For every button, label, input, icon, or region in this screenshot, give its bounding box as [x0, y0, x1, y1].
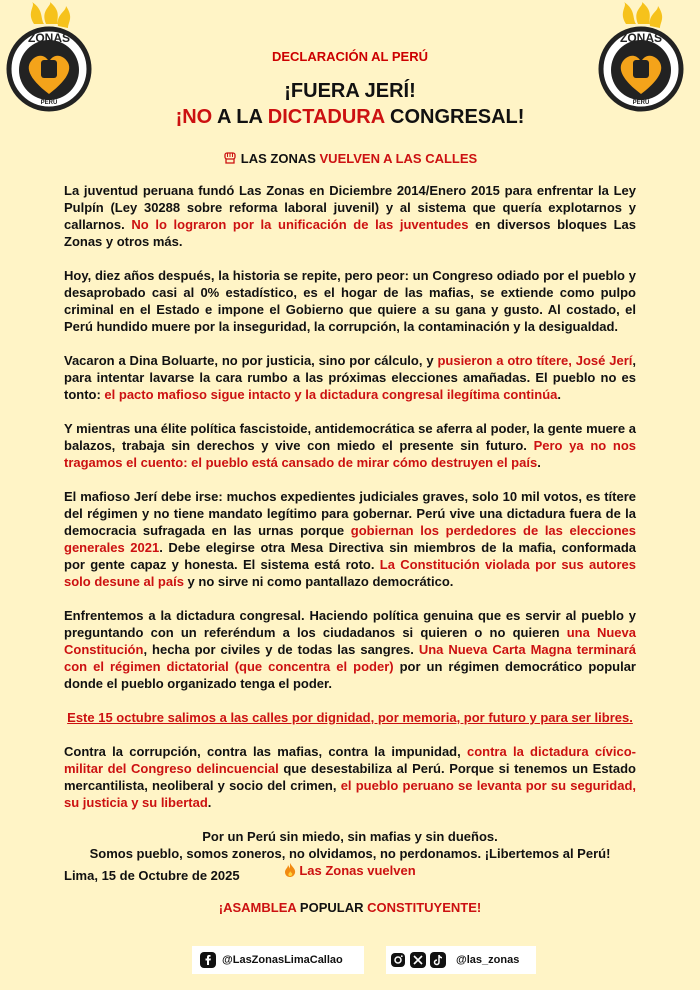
facebook-icon [200, 952, 216, 968]
tiktok-icon [430, 952, 446, 968]
svg-text:ZONAS: ZONAS [28, 31, 70, 45]
paragraph-3: Vacaron a Dina Boluarte, no por justicia, sino por cálculo, y pusieron a otro títere, José Jerí, para intentar lavarse la cara rumbo a las próximas elecciones amañadas. El pueblo no es tonto: el pacto mafioso sigue intacto y la dictadura congresal ilegítima continúa. [64, 353, 636, 402]
title-line-2: ¡NO A LA DICTADURA CONGRESAL! [175, 106, 525, 128]
facebook-handle[interactable]: @LasZonasLimaCallao [192, 946, 364, 974]
subtitle: LAS ZONAS VUELVEN A LAS CALLES [0, 151, 700, 166]
svg-text:PERÚ: PERÚ [632, 100, 650, 106]
svg-text:ZONAS: ZONAS [620, 31, 662, 45]
paragraph-6: Enfrentemos a la dictadura congresal. Haciendo política genuina que es servir al pueblo y preguntando con un referéndum a los ciudadanos si quieren o no quieren una Nueva Constitución, hecha por civiles y de todas las sangres. Una Nueva Carta Magna terminará con el régimen dictatorial (que concentra el poder) por un régimen democrático popular donde el pueblo organizado tenga el poder. [64, 608, 636, 691]
social-handle[interactable]: @las_zonas [386, 946, 536, 974]
svg-text:PERÚ: PERÚ [40, 100, 58, 106]
paragraph-call-to-action: Este 15 octubre salimos a las calles por dignidad, por memoria, por futuro y para ser libres. [67, 710, 633, 725]
closing-line-3: Las Zonas vuelven [64, 862, 636, 879]
instagram-icon [390, 952, 406, 968]
paragraph-2: Hoy, diez años después, la historia se repite, pero peor: un Congreso odiado por el pueblo y desaprobado casi al 0% estadístico, es el hogar de las mafias, se extiende como pulpo criminal en el Estado e impone el Gobierno que quiere a su gana y gusto. Al costado, el Perú hundido muere por la inseguridad, la corrupción, la contaminación y la desigualdad. [64, 268, 636, 334]
footer [0, 946, 700, 974]
assembly-slogan: ¡ASAMBLEA POPULAR CONSTITUYENTE! [218, 900, 482, 915]
paragraph-8: Contra la corrupción, contra las mafias, contra la impunidad, contra la dictadura cívico-militar del Congreso delincuencial que desestabiliza al Perú. Porque si tenemos un Estado mercantilista, neoliberal y socio del crimen, el pueblo peruano se levanta por su seguridad, su justicia y su libertad. [64, 744, 636, 810]
declaration-body [64, 182, 636, 897]
x-icon [410, 952, 426, 968]
closing-line-2: Somos pueblo, somos zoneros, no olvidamos, no perdonamos. ¡Libertemos al Perú! [89, 846, 611, 861]
paragraph-5: El mafioso Jerí debe irse: muchos expedientes judiciales graves, solo 10 mil votos, es títere del régimen y no tiene mandato legítimo para gobernar. Perú vive una dictadura fuera de la democracia sufragada en las urnas porque gobiernan los perdedores de las elecciones generales 2021. Debe elegirse otra Mesa Directiva sin miembros de la mafia, conformada por gente capaz y honesta. El sistema está roto. La Constitución violada por sus autores solo desune al país y no sirve ni como pantallazo democrático. [64, 489, 637, 589]
closing-line-1: Por un Perú sin miedo, sin mafias y sin dueños. [202, 829, 498, 844]
title-line-1: ¡FUERA JERÍ! [284, 80, 416, 102]
raised-fist-icon [223, 151, 237, 165]
date: Lima, 15 de Octubre de 2025 [64, 868, 240, 883]
paragraph-4: Y mientras una élite política fascistoide, antidemocrática se aferra al poder, la gente muere a balazos, trabaja sin derechos y vive con miedo el presente sin futuro. Pero ya no nos tragamos el cuento: el pueblo está cansado de mirar cómo destruyen el país. [64, 421, 636, 470]
fire-icon [284, 863, 296, 877]
paragraph-1: La juventud peruana fundó Las Zonas en Diciembre 2014/Enero 2015 para enfrentar la Ley Pulpín (Ley 30288 sobre reforma laboral juvenil) y al sistema que quería explotarnos y callarnos. No lo lograron por la unificación de las juventudes en diversos bloques Las Zonas y otros más. [64, 183, 636, 249]
declaration-label: DECLARACIÓN AL PERÚ [271, 49, 428, 64]
